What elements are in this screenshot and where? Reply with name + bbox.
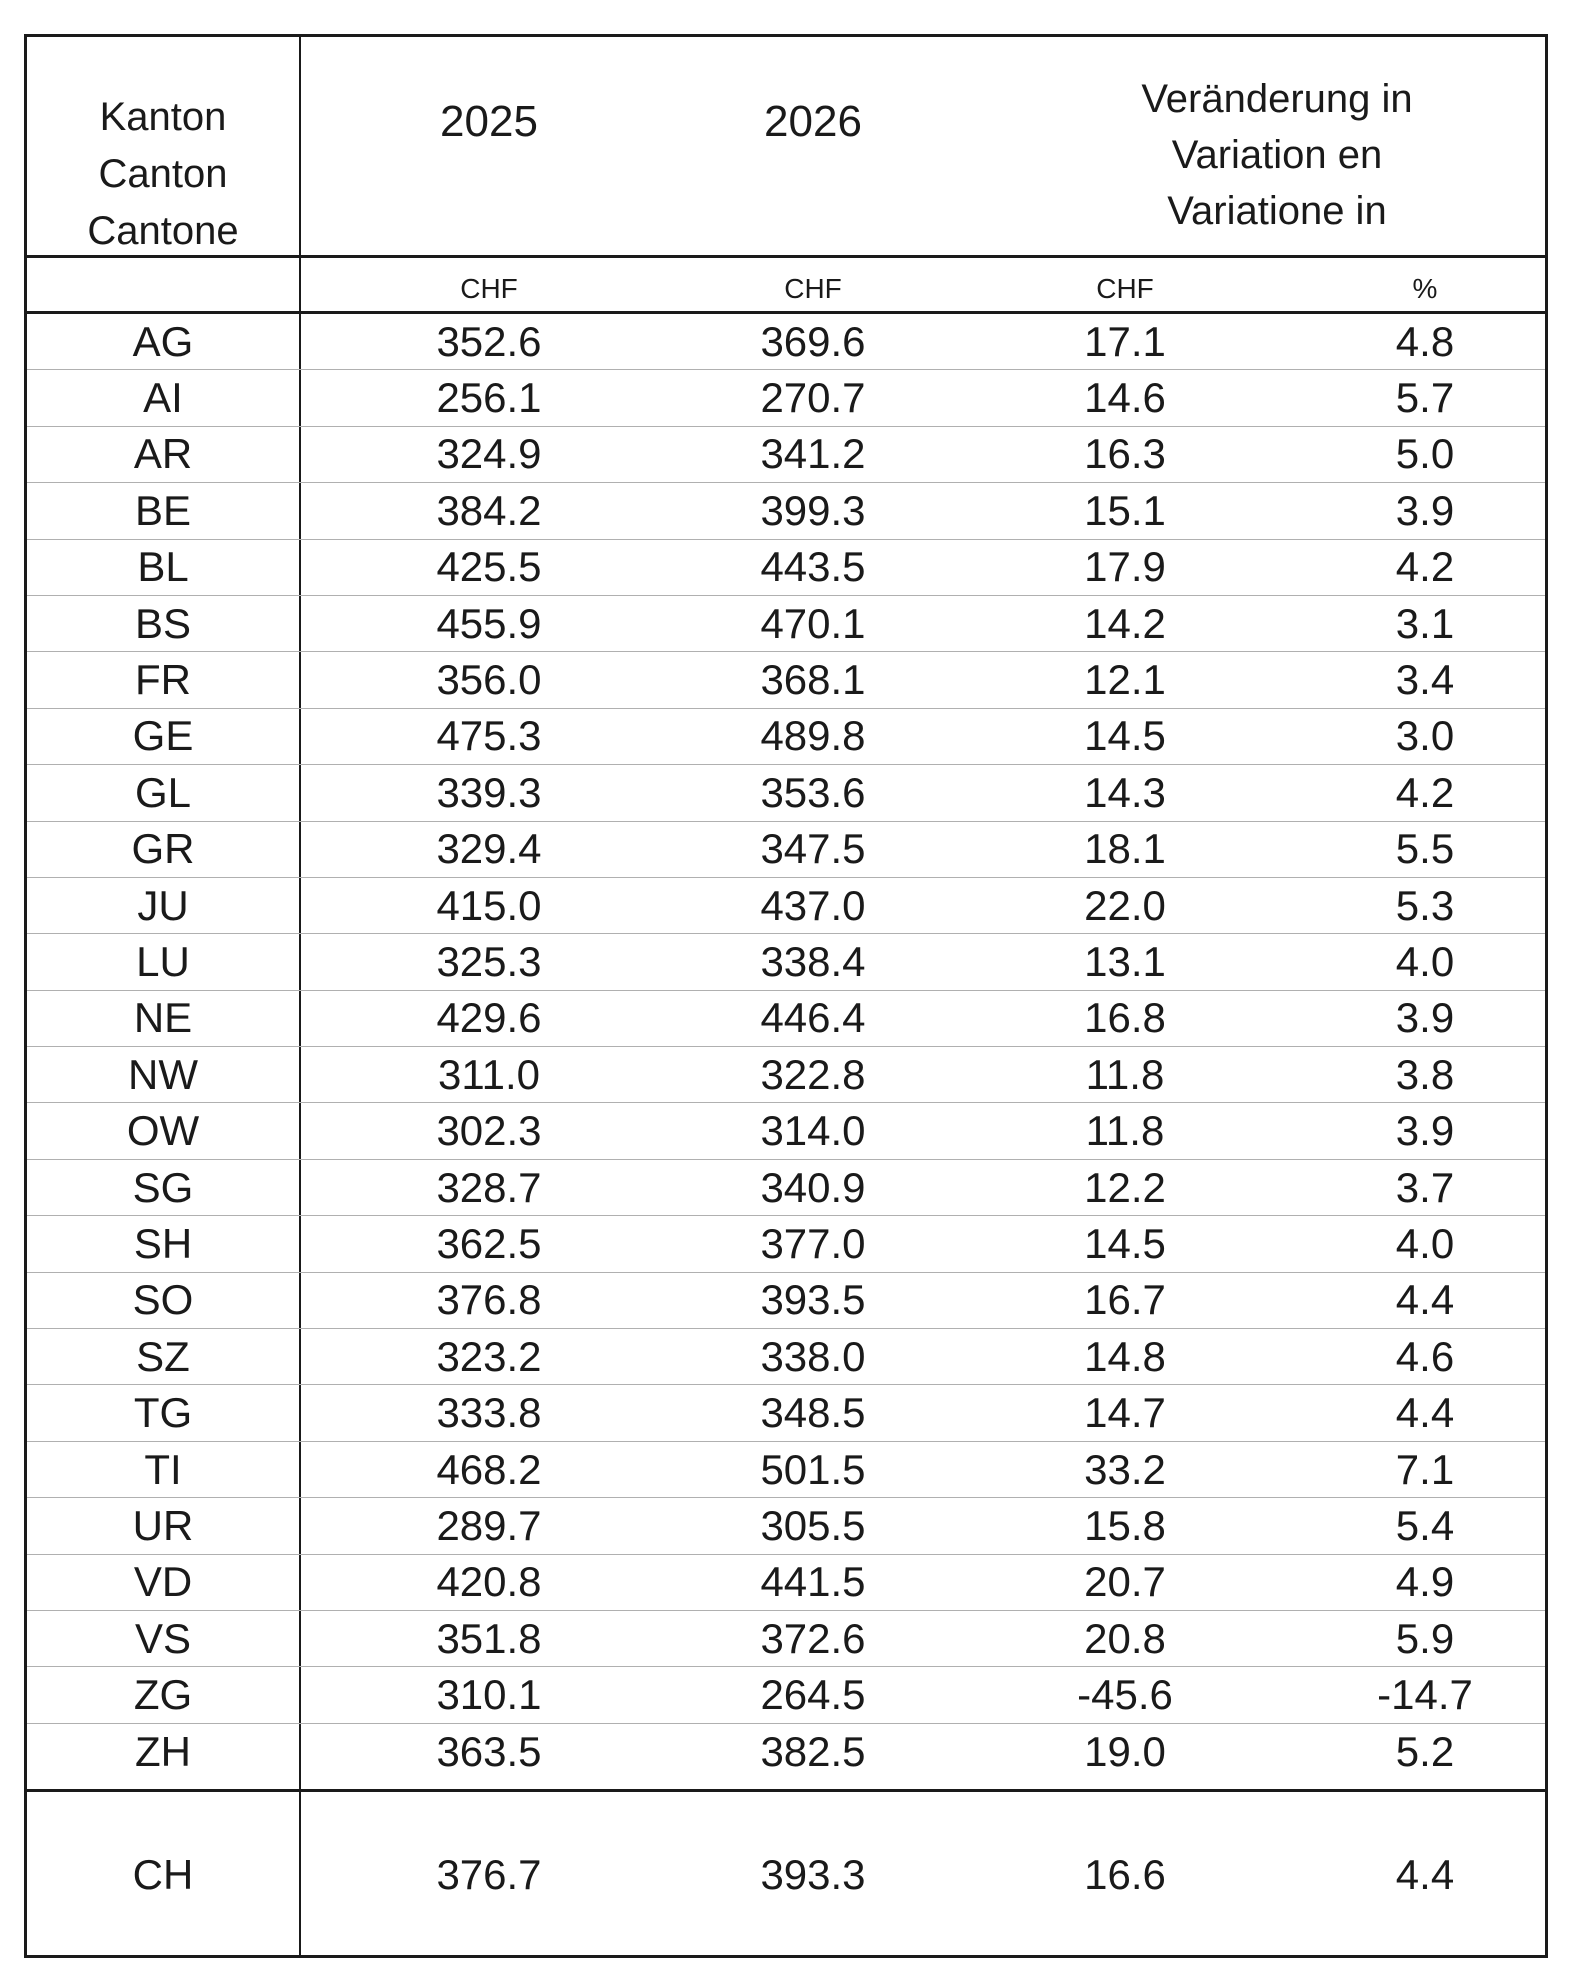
value-2025-cell: 323.2 — [436, 1332, 542, 1380]
change-pct-cell: 7.1 — [1395, 1445, 1455, 1493]
value-2025-cell: 311.0 — [438, 1050, 540, 1098]
canton-cell: UR — [132, 1501, 194, 1549]
change-pct-cell: 3.7 — [1395, 1163, 1455, 1211]
change-pct-cell: 4.9 — [1395, 1558, 1455, 1606]
value-2025-cell: 325.3 — [436, 937, 542, 985]
value-2026-cell: 341.2 — [760, 430, 866, 478]
change-chf-cell: 14.3 — [1084, 768, 1166, 816]
change-chf-cell: -45.6 — [1077, 1671, 1173, 1719]
value-2026-cell: 368.1 — [760, 656, 866, 704]
value-2026-cell: 399.3 — [760, 486, 866, 534]
change-chf-cell: 12.1 — [1084, 656, 1166, 704]
value-2025-cell: 455.9 — [436, 599, 542, 647]
canton-cell: JU — [137, 881, 189, 929]
value-2026-cell: 470.1 — [760, 599, 866, 647]
value-2026-cell: 377.0 — [760, 1219, 866, 1267]
change-header-it: Variatione in — [1167, 189, 1387, 233]
units-row — [27, 265, 1545, 311]
value-2026-cell: 270.7 — [760, 374, 866, 422]
change-chf-cell: 13.1 — [1084, 937, 1166, 985]
table-row — [27, 1724, 1545, 1780]
canton-cell: BE — [134, 486, 192, 534]
value-2026-cell: 314.0 — [760, 1107, 866, 1155]
canton-cell: NE — [133, 994, 193, 1042]
change-pct-cell: 3.9 — [1395, 994, 1455, 1042]
value-2025-cell: 328.7 — [436, 1163, 542, 1211]
table-row — [27, 652, 1545, 708]
change-pct-cell: 3.0 — [1395, 712, 1455, 760]
change-chf-cell: 14.7 — [1084, 1389, 1166, 1437]
value-2026-cell: 305.5 — [760, 1501, 866, 1549]
change-chf-cell: 20.7 — [1084, 1558, 1166, 1606]
value-2025-cell: 356.0 — [436, 656, 542, 704]
change-chf-cell: 14.5 — [1084, 712, 1166, 760]
table-row — [27, 1047, 1545, 1103]
canton-cell: BS — [134, 599, 192, 647]
value-2026-cell: 446.4 — [760, 994, 866, 1042]
change-chf-cell: 17.9 — [1084, 543, 1166, 591]
value-2026-cell: 382.5 — [760, 1727, 866, 1775]
total-change-chf: 16.6 — [1084, 1851, 1166, 1898]
value-2025-cell: 362.5 — [436, 1219, 542, 1267]
change-chf-cell: 14.8 — [1084, 1332, 1166, 1380]
table-row — [27, 934, 1545, 990]
value-2025-cell: 384.2 — [436, 486, 542, 534]
change-chf-cell: 12.2 — [1084, 1163, 1166, 1211]
value-2025-cell: 376.8 — [436, 1276, 542, 1324]
canton-cell: VS — [134, 1614, 192, 1662]
canton-cell: TI — [144, 1445, 182, 1493]
value-2025-cell: 333.8 — [436, 1389, 542, 1437]
table-row — [27, 1216, 1545, 1272]
value-2025-cell: 363.5 — [436, 1727, 542, 1775]
value-2025-cell: 415.0 — [436, 881, 542, 929]
canton-cell: OW — [126, 1107, 200, 1155]
total-2026: 393.3 — [760, 1851, 866, 1898]
total-row — [27, 1792, 1545, 1958]
change-pct-cell: 4.2 — [1395, 543, 1455, 591]
change-chf-cell: 11.8 — [1085, 1050, 1165, 1098]
change-pct-cell: 4.8 — [1395, 317, 1455, 365]
value-2026-cell: 353.6 — [760, 768, 866, 816]
table-row — [27, 1160, 1545, 1216]
change-chf-cell: 15.8 — [1084, 1501, 1166, 1549]
change-pct-cell: -14.7 — [1377, 1671, 1473, 1719]
change-pct-cell: 3.9 — [1395, 1107, 1455, 1155]
canton-cell: SZ — [136, 1332, 190, 1380]
unit-change-pct: % — [1412, 273, 1438, 304]
value-2026-cell: 338.4 — [760, 937, 866, 985]
table-row — [27, 991, 1545, 1047]
change-pct-cell: 3.8 — [1395, 1050, 1455, 1098]
change-header-de: Veränderung in — [1141, 77, 1413, 121]
table-row — [27, 878, 1545, 934]
change-chf-cell: 16.8 — [1084, 994, 1166, 1042]
canton-cell: SG — [132, 1163, 194, 1211]
table-row — [27, 1555, 1545, 1611]
table-row — [27, 822, 1545, 878]
table-row — [27, 1498, 1545, 1554]
change-pct-cell: 4.4 — [1395, 1276, 1455, 1324]
total-change-pct: 4.4 — [1395, 1851, 1455, 1898]
canton-cell: AG — [132, 317, 194, 365]
canton-cell: AR — [133, 430, 193, 478]
value-2026-cell: 340.9 — [760, 1163, 866, 1211]
canton-header-fr: Canton — [98, 151, 228, 196]
table-row — [27, 596, 1545, 652]
value-2025-cell: 352.6 — [436, 317, 542, 365]
change-chf-cell: 14.2 — [1084, 599, 1166, 647]
value-2025-cell: 420.8 — [436, 1558, 542, 1606]
year-2025-header: 2025 — [440, 97, 538, 146]
change-chf-cell: 33.2 — [1084, 1445, 1166, 1493]
change-pct-cell: 3.9 — [1395, 486, 1455, 534]
change-chf-cell: 11.8 — [1085, 1107, 1165, 1155]
value-2025-cell: 425.5 — [436, 543, 542, 591]
table-row — [27, 1442, 1545, 1498]
value-2025-cell: 310.1 — [436, 1671, 542, 1719]
value-2026-cell: 369.6 — [760, 317, 866, 365]
value-2025-cell: 256.1 — [436, 374, 542, 422]
value-2026-cell: 489.8 — [760, 712, 866, 760]
canton-header-it: Cantone — [87, 208, 239, 253]
canton-cell: GR — [131, 825, 195, 873]
canton-cell: GE — [132, 712, 194, 760]
value-2025-cell: 324.9 — [436, 430, 542, 478]
canton-cell: SH — [133, 1219, 193, 1267]
table-row — [27, 709, 1545, 765]
value-2025-cell: 475.3 — [436, 712, 542, 760]
canton-cell: BL — [137, 543, 189, 591]
value-2026-cell: 443.5 — [760, 543, 866, 591]
change-pct-cell: 4.2 — [1395, 768, 1455, 816]
value-2026-cell: 372.6 — [760, 1614, 866, 1662]
canton-cell: NW — [128, 1050, 198, 1098]
year-2026-header: 2026 — [764, 97, 862, 146]
canton-cell: ZG — [133, 1671, 193, 1719]
canton-cell: FR — [135, 656, 191, 704]
unit-2025: CHF — [460, 273, 518, 304]
value-2026-cell: 264.5 — [760, 1671, 866, 1719]
change-chf-cell: 14.5 — [1084, 1219, 1166, 1267]
unit-2026: CHF — [784, 273, 842, 304]
table-row — [27, 1385, 1545, 1441]
table-row — [27, 540, 1545, 596]
change-pct-cell: 5.4 — [1395, 1501, 1455, 1549]
change-pct-cell: 3.1 — [1395, 599, 1455, 647]
value-2025-cell: 289.7 — [436, 1501, 542, 1549]
table-row — [27, 1329, 1545, 1385]
total-2025: 376.7 — [436, 1851, 542, 1898]
change-chf-cell: 20.8 — [1084, 1614, 1166, 1662]
change-header-fr: Variation en — [1171, 133, 1383, 177]
change-pct-cell: 4.4 — [1395, 1389, 1455, 1437]
value-2026-cell: 441.5 — [760, 1558, 866, 1606]
change-pct-cell: 5.3 — [1395, 881, 1455, 929]
change-chf-cell: 15.1 — [1084, 486, 1166, 534]
table-row — [27, 483, 1545, 539]
change-pct-cell: 4.0 — [1395, 1219, 1455, 1267]
table-row — [27, 1103, 1545, 1159]
table-row — [27, 1611, 1545, 1667]
change-chf-cell: 17.1 — [1084, 317, 1166, 365]
premium-table — [24, 34, 1548, 1958]
change-pct-cell: 4.0 — [1395, 937, 1455, 985]
change-pct-cell: 4.6 — [1395, 1332, 1455, 1380]
value-2026-cell: 437.0 — [760, 881, 866, 929]
canton-cell: SO — [132, 1276, 194, 1324]
value-2026-cell: 348.5 — [760, 1389, 866, 1437]
total-canton: CH — [132, 1851, 194, 1898]
change-chf-cell: 16.3 — [1084, 430, 1166, 478]
value-2025-cell: 302.3 — [436, 1107, 542, 1155]
change-pct-cell: 5.2 — [1395, 1727, 1455, 1775]
value-2025-cell: 468.2 — [436, 1445, 542, 1493]
canton-cell: TG — [133, 1389, 193, 1437]
table-row — [27, 1667, 1545, 1723]
value-2026-cell: 338.0 — [760, 1332, 866, 1380]
value-2026-cell: 393.5 — [760, 1276, 866, 1324]
value-2026-cell: 347.5 — [760, 825, 866, 873]
table-row — [27, 314, 1545, 370]
canton-cell: LU — [136, 937, 190, 985]
change-pct-cell: 3.4 — [1395, 656, 1455, 704]
change-pct-cell: 5.0 — [1395, 430, 1455, 478]
change-chf-cell: 16.7 — [1084, 1276, 1166, 1324]
change-chf-cell: 18.1 — [1084, 825, 1166, 873]
table-row — [27, 427, 1545, 483]
change-header — [1037, 71, 1517, 239]
value-2025-cell: 339.3 — [436, 768, 542, 816]
canton-header-de: Kanton — [99, 94, 227, 139]
change-chf-cell: 22.0 — [1084, 881, 1166, 929]
table-row — [27, 765, 1545, 821]
canton-cell: GL — [134, 768, 192, 816]
value-2025-cell: 351.8 — [436, 1614, 542, 1662]
value-2025-cell: 429.6 — [436, 994, 542, 1042]
unit-change-chf: CHF — [1096, 273, 1154, 304]
table-body — [27, 314, 1545, 1780]
value-2026-cell: 501.5 — [760, 1445, 866, 1493]
value-2025-cell: 329.4 — [436, 825, 542, 873]
table-row — [27, 370, 1545, 426]
change-pct-cell: 5.5 — [1395, 825, 1455, 873]
change-pct-cell: 5.9 — [1395, 1614, 1455, 1662]
change-chf-cell: 19.0 — [1084, 1727, 1166, 1775]
change-pct-cell: 5.7 — [1395, 374, 1455, 422]
change-chf-cell: 14.6 — [1084, 374, 1166, 422]
canton-cell: VD — [133, 1558, 193, 1606]
table-row — [27, 1273, 1545, 1329]
canton-cell: ZH — [135, 1727, 191, 1775]
value-2026-cell: 322.8 — [760, 1050, 866, 1098]
canton-cell: AI — [143, 374, 183, 422]
